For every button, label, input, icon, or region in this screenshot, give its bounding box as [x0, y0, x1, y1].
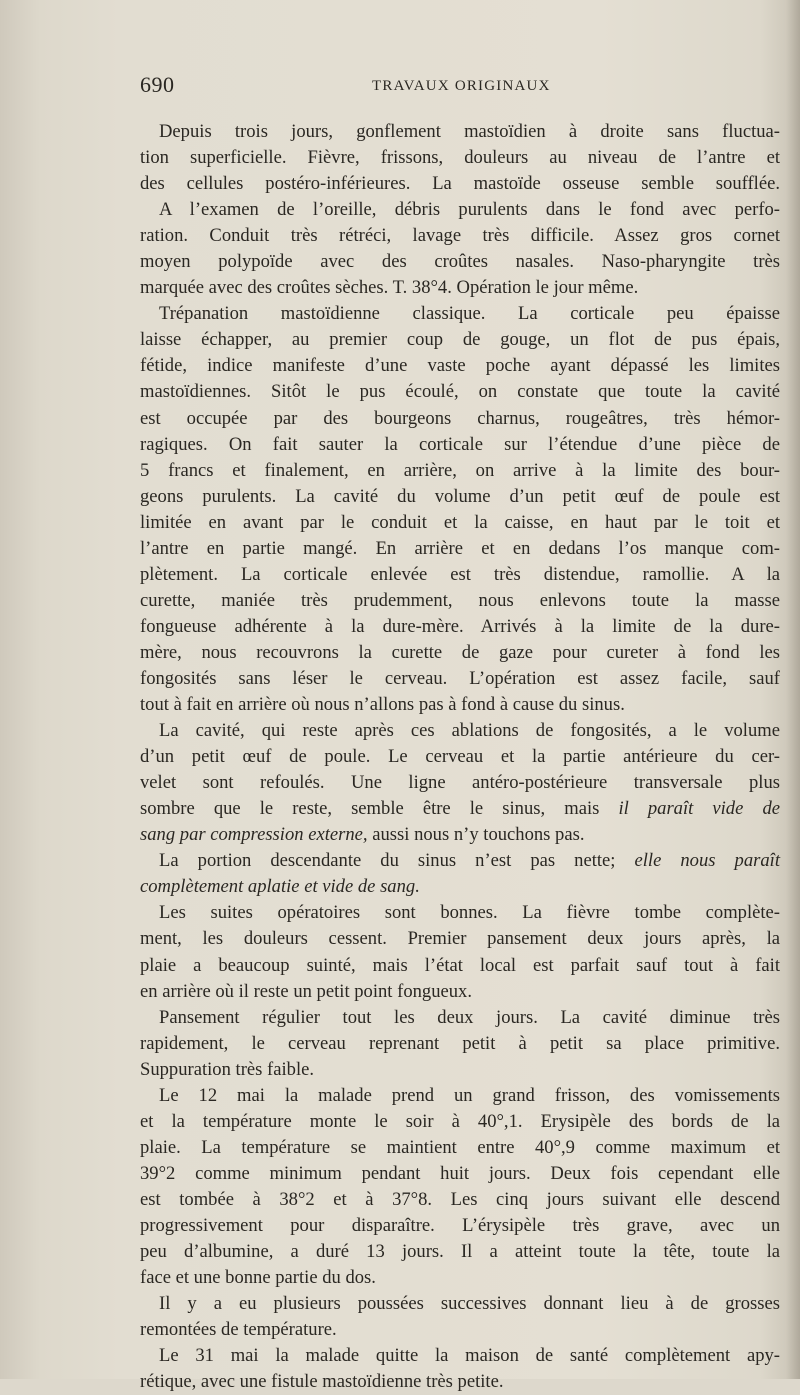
- text-line: [140, 1109, 780, 1135]
- text-span: tout à fait en arrière où nous n’allons pas à fond à cause du sinus.: [140, 694, 625, 716]
- text-span: ragiques. On fait sauter la corticale sur l’étendue d’une pièce de: [140, 433, 780, 455]
- text-span: Le 12 mai la malade prend un grand frisson, des vomissements: [159, 1084, 780, 1106]
- text-line: [140, 640, 780, 666]
- text-line: [140, 770, 780, 796]
- text-span: Le 31 mai la malade quitte la maison de santé complètement apy-: [159, 1345, 780, 1367]
- text-line: [140, 1343, 780, 1369]
- text-line: [140, 614, 780, 640]
- text-line: [140, 1031, 780, 1057]
- text-line: [140, 1291, 780, 1317]
- text-span: A l’examen de l’oreille, débris purulents dans le fond avec perfo-: [159, 199, 780, 221]
- text-line: [140, 900, 780, 926]
- article-body: [140, 119, 780, 1395]
- text-line: [140, 353, 780, 379]
- text-line: [140, 327, 780, 353]
- text-line: [140, 692, 780, 718]
- italic-text: complètement aplatie et vide de sang.: [140, 876, 420, 898]
- text-line: [140, 223, 780, 249]
- text-span: mastoïdiennes. Sitôt le pus écoulé, on constate que toute la cavité: [140, 381, 780, 403]
- text-span: des cellules postéro-inférieures. La mastoïde osseuse semble soufflée.: [140, 173, 780, 195]
- italic-text: sang par compression externe,: [140, 824, 368, 846]
- page-edge-shadow: [786, 0, 800, 1379]
- text-span: tion superficielle. Fièvre, frissons, douleurs au niveau de l’antre et: [140, 147, 780, 169]
- text-span: Depuis trois jours, gonflement mastoïdien à droite sans fluctua-: [159, 121, 780, 142]
- text-line: [140, 1187, 780, 1213]
- text-span: rapidement, le cerveau reprenant petit à petit sa place primitive.: [140, 1032, 780, 1054]
- text-span: face et une bonne partie du dos.: [140, 1267, 376, 1289]
- text-span: est tombée à 38°2 et à 37°8. Les cinq jours suivant elle descend: [140, 1188, 780, 1210]
- text-span: Suppuration très faible.: [140, 1058, 315, 1080]
- text-line: [140, 171, 780, 197]
- text-line: [140, 796, 780, 822]
- text-span: La portion descendante du sinus n’est pas nette;: [159, 850, 635, 872]
- text-line: [140, 1057, 780, 1083]
- text-line: [140, 275, 780, 301]
- text-span: aussi nous n’y touchons pas.: [367, 824, 585, 846]
- text-span: fongosités sans léser le cerveau. L’opération est assez facile, sauf: [140, 667, 780, 689]
- text-span: La cavité, qui reste après ces ablations de fongosités, a le volume: [159, 720, 780, 742]
- text-line: [140, 1265, 780, 1291]
- text-span: 39°2 comme minimum pendant huit jours. Deux fois cependant elle: [140, 1162, 780, 1184]
- text-span: et la température monte le soir à 40°,1. Erysipèle des bords de la: [140, 1110, 780, 1132]
- text-span: Les suites opératoires sont bonnes. La fièvre tombe complète-: [159, 902, 780, 924]
- text-span: plaie. La température se maintient entre 40°,9 comme maximum et: [140, 1136, 780, 1158]
- text-span: rétique, avec une fistule mastoïdienne très petite.: [140, 1371, 504, 1393]
- text-line: [140, 926, 780, 952]
- text-span: fétide, indice manifeste d’une vaste poche ayant dépassé les limites: [140, 355, 780, 377]
- text-span: peu d’albumine, a duré 13 jours. Il a atteint toute la tête, toute la: [140, 1241, 780, 1263]
- text-line: [140, 744, 780, 770]
- running-title: TRAVAUX ORIGINAUX: [372, 78, 551, 94]
- text-span: plaie a beaucoup suinté, mais l’état local est parfait sauf tout à fait: [140, 954, 780, 976]
- text-span: progressivement pour disparaître. L’érysipèle très grave, avec un: [140, 1214, 780, 1236]
- text-span: sombre que le reste, semble être le sinus, mais: [140, 798, 619, 820]
- text-line: [140, 301, 780, 327]
- text-span: Il y a eu plusieurs poussées successives donnant lieu à de grosses: [159, 1293, 780, 1315]
- text-line: [140, 1083, 780, 1109]
- text-line: [140, 379, 780, 405]
- text-span: laisse échapper, au premier coup de gouge, un flot de pus épais,: [140, 329, 780, 351]
- text-line: [140, 145, 780, 171]
- text-span: velet sont refoulés. Une ligne antéro-postérieure transversale plus: [140, 772, 780, 794]
- text-line: [140, 822, 780, 848]
- text-line: [140, 666, 780, 692]
- text-line: [140, 510, 780, 536]
- text-line: [140, 718, 780, 744]
- text-span: geons purulents. La cavité du volume d’un petit œuf de poule est: [140, 485, 780, 507]
- text-span: fongueuse adhérente à la dure-mère. Arrivés à la limite de la dure-: [140, 615, 780, 637]
- text-line: [140, 1239, 780, 1265]
- text-span: curette, maniée très prudemment, nous enlevons toute la masse: [140, 589, 780, 611]
- text-span: limitée en avant par le conduit et la caisse, en haut par le toit et: [140, 511, 780, 533]
- text-line: [140, 1161, 780, 1187]
- text-line: [140, 562, 780, 588]
- text-line: [140, 588, 780, 614]
- text-span: 5 francs et finalement, en arrière, on arrive à la limite des bour-: [140, 459, 780, 481]
- italic-text: il paraît vide de: [618, 798, 780, 820]
- text-line: [140, 406, 780, 432]
- text-span: marquée avec des croûtes sèches. T. 38°4. Opération le jour même.: [140, 277, 639, 299]
- text-line: [140, 119, 780, 145]
- text-line: [140, 848, 780, 874]
- text-span: plètement. La corticale enlevée est très distendue, ramollie. A la: [140, 563, 780, 585]
- text-span: ment, les douleurs cessent. Premier pansement deux jours après, la: [140, 928, 780, 950]
- text-span: remontées de température.: [140, 1319, 337, 1341]
- text-line: [140, 979, 780, 1005]
- text-line: [140, 1317, 780, 1343]
- text-line: [140, 484, 780, 510]
- italic-text: elle nous paraît: [634, 850, 780, 872]
- text-line: [140, 249, 780, 275]
- page-header: [140, 72, 780, 106]
- text-line: [140, 1135, 780, 1161]
- text-span: mère, nous recouvrons la curette de gaze pour cureter à fond les: [140, 641, 780, 663]
- text-line: [140, 953, 780, 979]
- text-line: [140, 432, 780, 458]
- page-number: 690: [140, 72, 175, 97]
- text-line: [140, 874, 780, 900]
- text-span: l’antre en partie mangé. En arrière et en dedans l’os manque com-: [140, 537, 780, 559]
- text-span: en arrière où il reste un petit point fongueux.: [140, 980, 473, 1002]
- text-span: d’un petit œuf de poule. Le cerveau et la partie antérieure du cer-: [140, 746, 780, 768]
- text-line: [140, 1213, 780, 1239]
- text-line: [140, 536, 780, 562]
- text-span: Pansement régulier tout les deux jours. La cavité diminue très: [159, 1006, 780, 1028]
- text-span: Trépanation mastoïdienne classique. La corticale peu épaisse: [159, 303, 780, 325]
- text-line: [140, 197, 780, 223]
- text-span: moyen polypoïde avec des croûtes nasales. Naso-pharyngite très: [140, 251, 780, 273]
- text-line: [140, 458, 780, 484]
- text-line: [140, 1369, 780, 1395]
- text-span: est occupée par des bourgeons charnus, rougeâtres, très hémor-: [140, 407, 780, 429]
- text-line: [140, 1005, 780, 1031]
- text-span: ration. Conduit très rétréci, lavage très difficile. Assez gros cornet: [140, 225, 780, 247]
